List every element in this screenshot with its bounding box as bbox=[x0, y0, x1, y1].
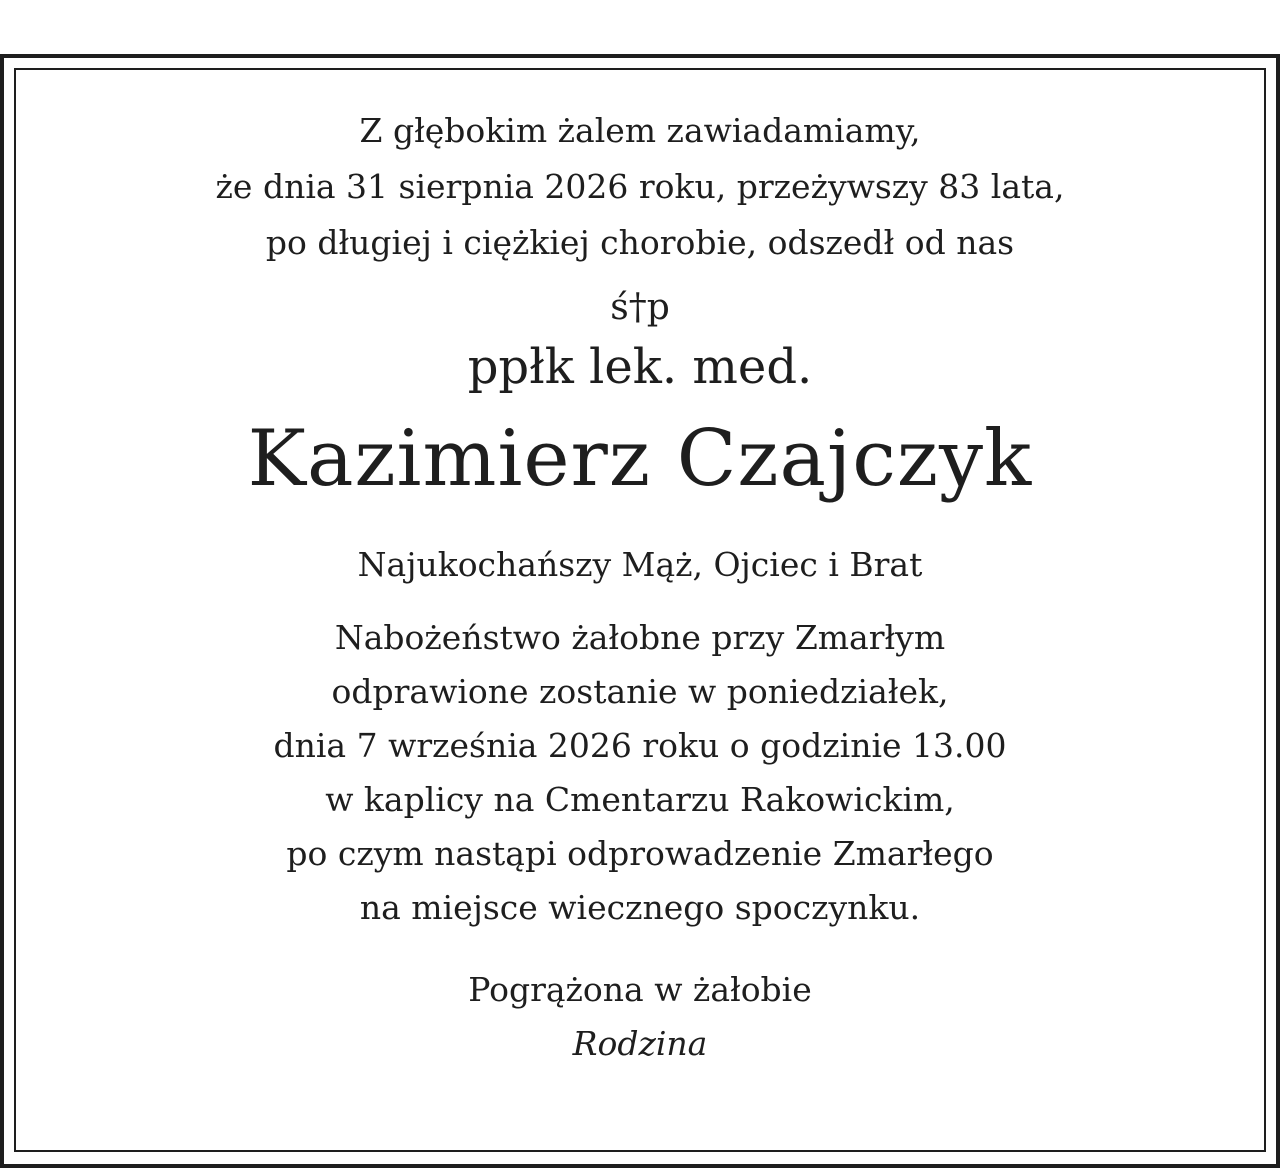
service-line: po czym nastąpi odprowadzenie Zmarłego bbox=[286, 834, 994, 873]
closing-text: Pogrążona w żałobie bbox=[468, 970, 812, 1009]
deceased-rank-title: ppłk lek. med. bbox=[467, 339, 813, 395]
service-line: odprawione zostanie w poniedziałek, bbox=[331, 672, 949, 711]
intro-line: że dnia 31 sierpnia 2026 roku, przeżywszy 83 lata, bbox=[215, 167, 1065, 206]
deceased-name: Kazimierz Czajczyk bbox=[247, 414, 1033, 504]
obituary-notice bbox=[16, 70, 1264, 1071]
intro-paragraph bbox=[16, 103, 1264, 271]
stp-cross-symbol: ś†p bbox=[610, 287, 670, 328]
family-relation: Najukochańszy Mąż, Ojciec i Brat bbox=[357, 545, 923, 584]
service-line: w kaplicy na Cmentarzu Rakowickim, bbox=[325, 780, 955, 819]
funeral-service-paragraph bbox=[16, 611, 1264, 935]
service-line: na miejsce wiecznego spoczynku. bbox=[359, 888, 921, 927]
signature-family: Rodzina bbox=[572, 1024, 708, 1063]
service-line: Nabożeństwo żałobne przy Zmarłym bbox=[334, 618, 946, 657]
intro-line: po długiej i ciężkiej chorobie, odszedł od nas bbox=[265, 223, 1015, 262]
service-line: dnia 7 września 2026 roku o godzinie 13.00 bbox=[273, 726, 1007, 765]
closing-block bbox=[16, 963, 1264, 1071]
intro-line: Z głębokim żalem zawiadamiamy, bbox=[359, 111, 921, 150]
